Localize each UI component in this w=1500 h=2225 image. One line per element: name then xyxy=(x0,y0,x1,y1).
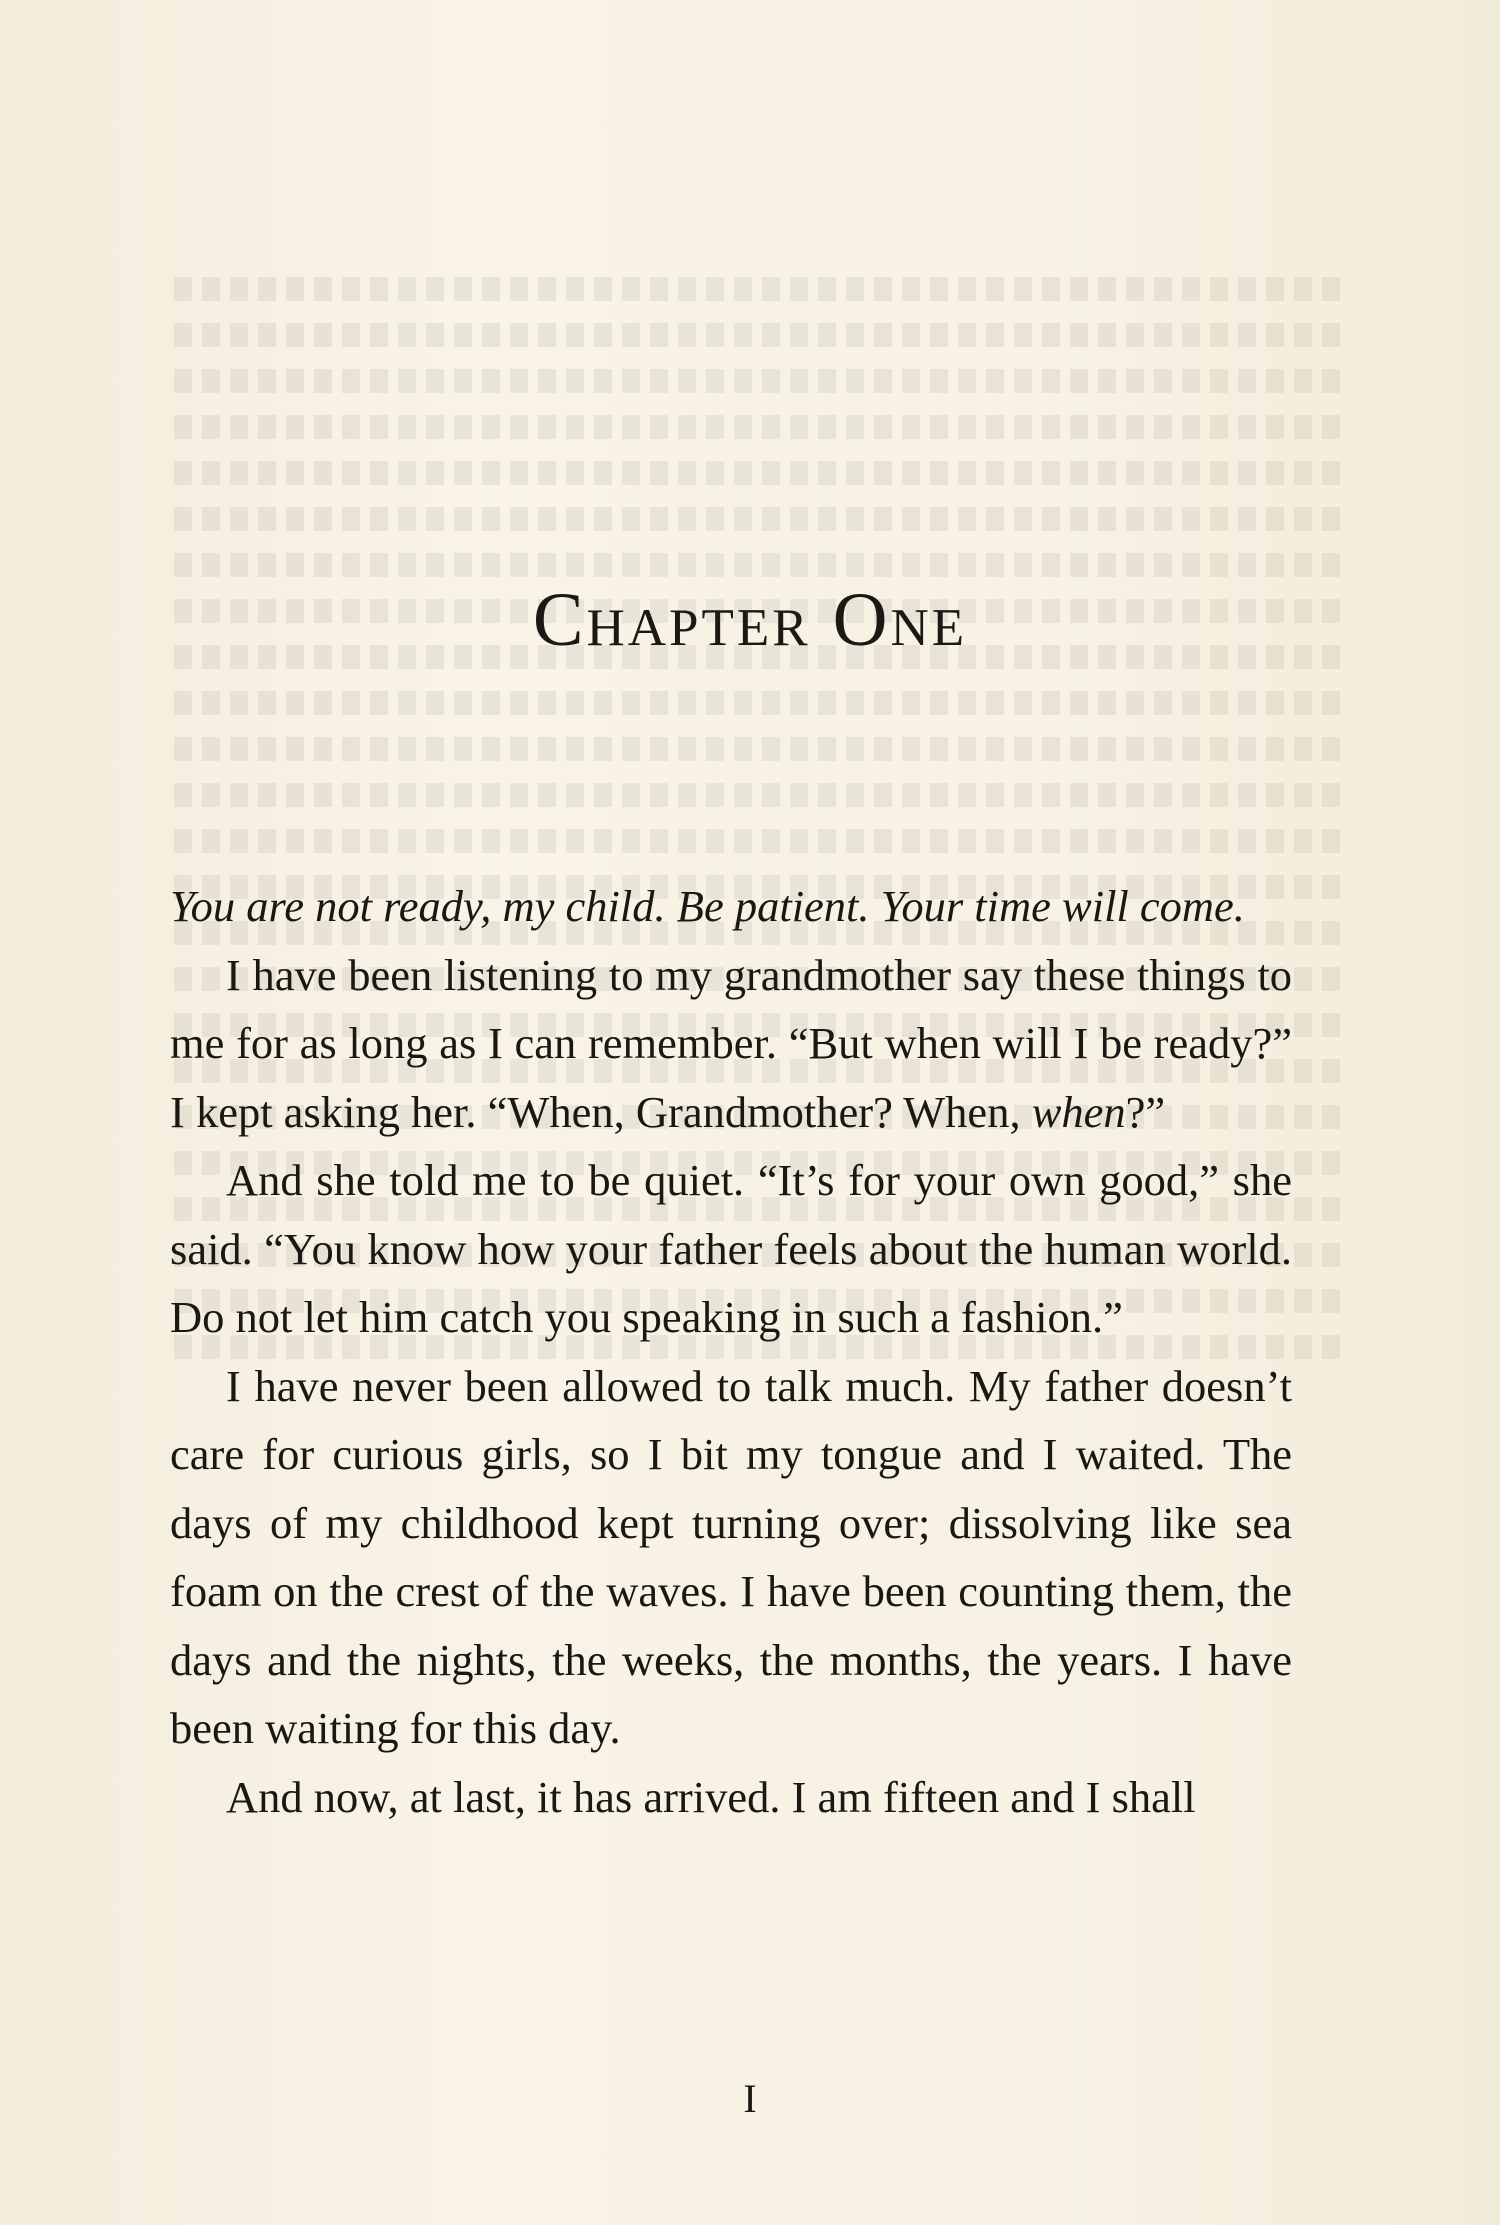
epigraph: You are not ready, my child. Be patient. Your time will come. xyxy=(170,881,1245,931)
chapter-body xyxy=(170,872,1292,1831)
paragraph-1-text: I have been listening to my grandmother say these things to me for as long as I can remember. “But when will I be ready?” I kept asking her. “When, Grandmother? When, xyxy=(170,949,1292,1137)
chapter-title: Chapter One xyxy=(532,578,968,662)
paragraph-1 xyxy=(170,941,1292,1147)
paragraph-1-emphasis: when xyxy=(1031,1086,1126,1137)
paragraph-1-end: ?” xyxy=(1125,1086,1166,1137)
page-number: I xyxy=(743,2076,757,2121)
paragraph-4: And now, at last, it has arrived. I am fifteen and I shall xyxy=(226,1771,1196,1822)
paragraph-2: And she told me to be quiet. “It’s for your own good,” she said. “You know how your father feels about the human world. Do not let him catch you speaking in such a fashion.” xyxy=(170,1155,1292,1342)
paragraph-3: I have never been allowed to talk much. My father doesn’t care for curious girls, so I bit my tongue and I waited. The days of my childhood kept turning over; dissolving like sea foam on the crest of the waves. I have been counting them, the days and the nights, the weeks, the months, the years. I have been waiting for this day. xyxy=(170,1360,1292,1753)
